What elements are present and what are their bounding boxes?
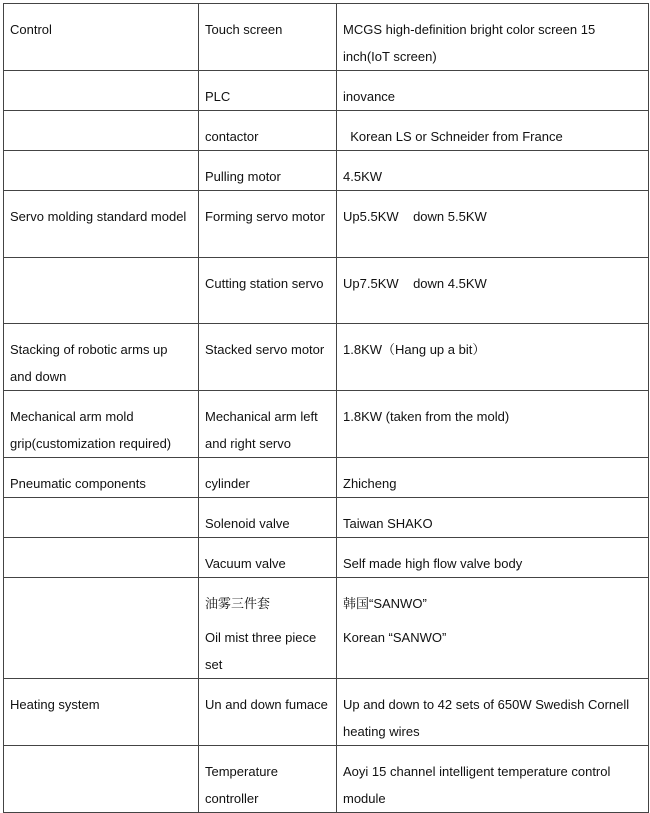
category-cell	[4, 538, 199, 578]
spec-cell	[337, 679, 649, 746]
category-cell	[4, 324, 199, 391]
category-cell	[4, 391, 199, 458]
spec-cell	[337, 538, 649, 578]
spec-table	[3, 3, 649, 813]
item-cell	[199, 391, 337, 458]
spec-cell-text: Korean LS or Schneider from France	[343, 129, 563, 144]
item-cell	[199, 679, 337, 746]
spec-cell	[337, 258, 649, 324]
item-cell-text: PLC	[205, 89, 231, 104]
spec-cell	[337, 324, 649, 391]
item-cell	[199, 578, 337, 679]
item-cell	[199, 71, 337, 111]
item-cell	[199, 458, 337, 498]
item-cell-text: Mechanical arm left and right servo	[205, 409, 322, 451]
spec-cell-text: Up7.5KW down 4.5KW	[343, 276, 487, 291]
category-cell-text: Servo molding standard model	[10, 209, 187, 224]
spec-cell	[337, 71, 649, 111]
category-cell	[4, 258, 199, 324]
item-cell-text: Solenoid valve	[205, 516, 290, 531]
table-row	[4, 111, 649, 151]
category-cell	[4, 746, 199, 813]
spec-cell-text: inovance	[343, 89, 396, 104]
item-cell-text-en: Oil mist three piece set	[205, 630, 317, 672]
category-cell	[4, 498, 199, 538]
table-row	[4, 71, 649, 111]
table-row	[4, 498, 649, 538]
table-row	[4, 458, 649, 498]
table-row	[4, 391, 649, 458]
item-cell-text: Forming servo motor	[205, 209, 325, 224]
item-cell-text: Stacked servo motor	[205, 342, 325, 357]
spec-cell	[337, 151, 649, 191]
category-cell-text: Pneumatic components	[10, 476, 146, 491]
spec-cell-text: 4.5KW	[343, 169, 383, 184]
item-cell-text: Pulling motor	[205, 169, 281, 184]
category-cell-text: Heating system	[10, 697, 100, 712]
item-cell	[199, 111, 337, 151]
category-cell-text: Control	[10, 22, 52, 37]
table-row	[4, 258, 649, 324]
table-row	[4, 746, 649, 813]
spec-cell	[337, 578, 649, 679]
table-row	[4, 578, 649, 679]
item-cell	[199, 258, 337, 324]
category-cell	[4, 111, 199, 151]
category-cell	[4, 71, 199, 111]
category-cell-text: Stacking of robotic arms up and down	[10, 342, 172, 384]
spec-cell-text: MCGS high-definition bright color screen 15 inch(IoT screen)	[343, 22, 599, 64]
category-cell	[4, 151, 199, 191]
item-cell-text: 油雾三件套	[205, 596, 271, 611]
item-cell	[199, 151, 337, 191]
item-cell	[199, 538, 337, 578]
table-row	[4, 538, 649, 578]
item-cell-text: Un and down fumace	[205, 697, 328, 712]
spec-cell-text: Up and down to 42 sets of 650W Swedish Cornell heating wires	[343, 697, 633, 739]
item-cell	[199, 746, 337, 813]
category-cell-text: Mechanical arm mold grip(customization required)	[10, 409, 172, 451]
table-row	[4, 4, 649, 71]
spec-cell-text: Up5.5KW down 5.5KW	[343, 209, 487, 224]
category-cell	[4, 458, 199, 498]
item-cell	[199, 498, 337, 538]
item-cell	[199, 191, 337, 258]
spec-cell	[337, 391, 649, 458]
spec-cell-text: 1.8KW（Hang up a bit）	[343, 342, 486, 357]
spec-cell-text: Self made high flow valve body	[343, 556, 523, 571]
item-cell-text: Vacuum valve	[205, 556, 286, 571]
category-cell	[4, 4, 199, 71]
item-cell-text: contactor	[205, 129, 259, 144]
spec-cell	[337, 458, 649, 498]
item-cell-text: Touch screen	[205, 22, 283, 37]
item-cell-text: Temperature controller	[205, 764, 282, 806]
spec-cell-text: Aoyi 15 channel intelligent temperature control module	[343, 764, 615, 806]
item-cell-text: cylinder	[205, 476, 250, 491]
spec-cell-text: Taiwan SHAKO	[343, 516, 433, 531]
category-cell	[4, 191, 199, 258]
category-cell	[4, 679, 199, 746]
table-row	[4, 324, 649, 391]
spec-cell	[337, 498, 649, 538]
table-row	[4, 151, 649, 191]
spec-cell	[337, 111, 649, 151]
spec-cell-text-en: Korean “SANWO”	[343, 630, 447, 645]
spec-cell	[337, 191, 649, 258]
item-cell-text: Cutting station servo	[205, 276, 324, 291]
spec-cell-text: 韩国“SANWO”	[343, 596, 427, 611]
table-row	[4, 679, 649, 746]
spec-cell-text: 1.8KW (taken from the mold)	[343, 409, 510, 424]
table-row	[4, 191, 649, 258]
item-cell	[199, 324, 337, 391]
spec-cell-text: Zhicheng	[343, 476, 397, 491]
spec-cell	[337, 746, 649, 813]
item-cell	[199, 4, 337, 71]
category-cell	[4, 578, 199, 679]
spec-cell	[337, 4, 649, 71]
